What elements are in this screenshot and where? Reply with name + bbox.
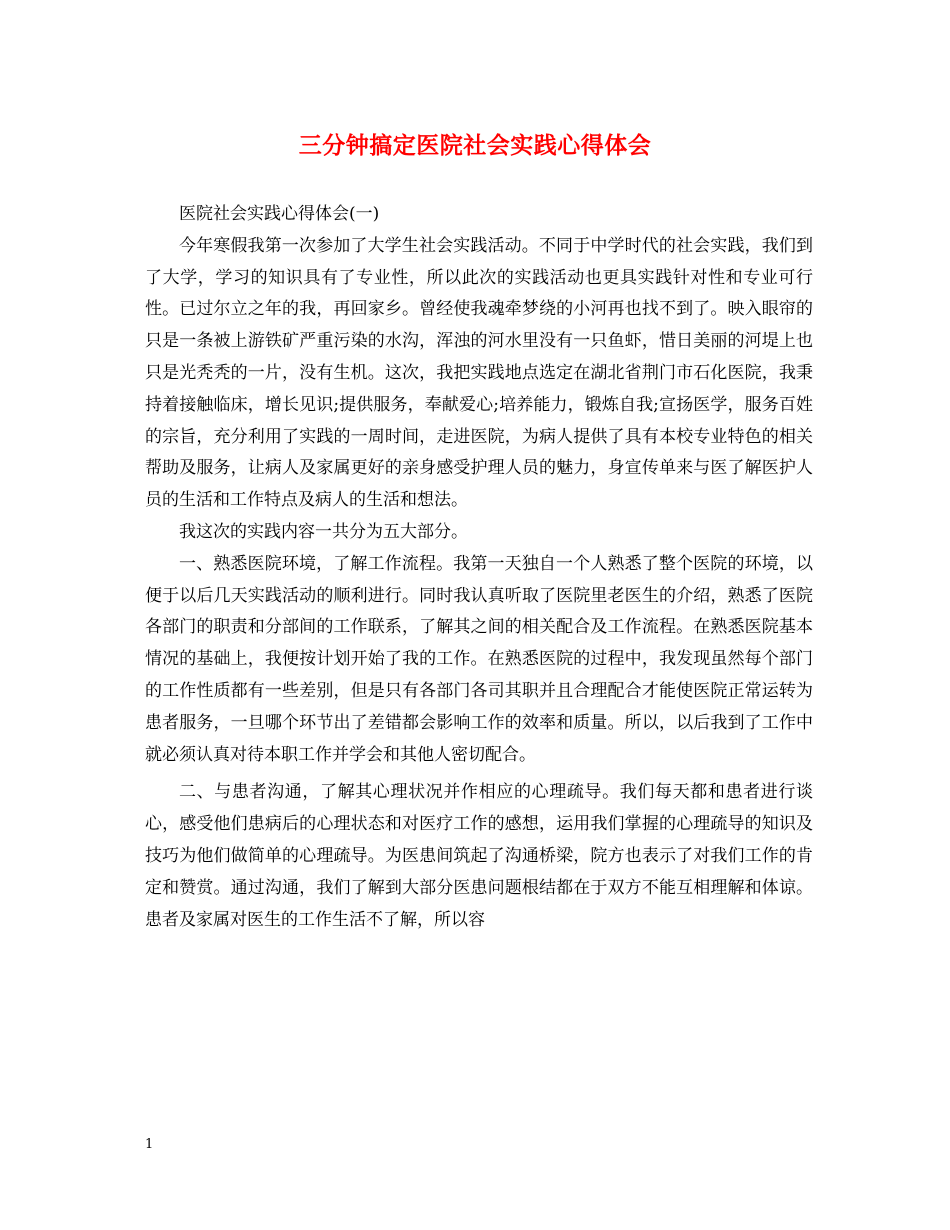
paragraph-overview: 我这次的实践内容一共分为五大部分。 xyxy=(179,521,468,542)
section-heading: 医院社会实践心得体会(一) xyxy=(179,204,380,224)
document-body xyxy=(145,199,813,936)
page-number: 1 xyxy=(145,1137,154,1152)
page-title: 三分钟搞定医院社会实践心得体会 xyxy=(298,132,652,159)
paragraph-part-two: 二、与患者沟通，了解其心理状况并作相应的心理疏导。我们每天都和患者进行谈心，感受他们患病后的心理状态和对医疗工作的感想，运用我们掌握的心理疏导的知识及技巧为他们做简单的心理疏导。为医患间筑起了沟通桥梁，院方也表示了对我们工作的肯定和赞赏。通过沟通，我们了解到大部分医患问题根结都在于双方不能互相理解和体谅。患者及家属对医生的工作生活不了解，所以容 xyxy=(145,782,813,930)
paragraph-part-one: 一、熟悉医院环境，了解工作流程。我第一天独自一个人熟悉了整个医院的环境，以便于以后几天实践活动的顺利进行。同时我认真听取了医院里老医生的介绍，熟悉了医院各部门的职责和分部间的工作联系，了解其之间的相关配合及工作流程。在熟悉医院基本情况的基础上，我便按计划开始了我的工作。在熟悉医院的过程中，我发现虽然每个部门的工作性质都有一些差别，但是只有各部门各司其职并且合理配合才能使医院正常运转为患者服务，一旦哪个环节出了差错都会影响工作的效率和质量。所以，以后我到了工作中就必须认真对待本职工作并学会和其他人密切配合。 xyxy=(145,553,813,765)
paragraph-intro: 今年寒假我第一次参加了大学生社会实践活动。不同于中学时代的社会实践，我们到了大学，学习的知识具有了专业性，所以此次的实践活动也更具实践针对性和专业可行性。已过尔立之年的我，再回家乡。曾经使我魂牵梦绕的小河再也找不到了。映入眼帘的只是一条被上游铁矿严重污染的水沟，浑浊的河水里没有一只鱼虾，惜日美丽的河堤上也只是光秃秃的一片，没有生机。这次，我把实践地点选定在湖北省荆门市石化医院，我秉持着接触临床，增长见识;提供服务，奉献爱心;培养能力，锻炼自我;宣扬医学，服务百姓的宗旨，充分利用了实践的一周时间，走进医院，为病人提供了具有本校专业特色的相关帮助及服务，让病人及家属更好的亲身感受护理人员的魅力，身宣传单来与医了解医护人员的生活和工作特点及病人的生活和想法。 xyxy=(145,235,813,511)
